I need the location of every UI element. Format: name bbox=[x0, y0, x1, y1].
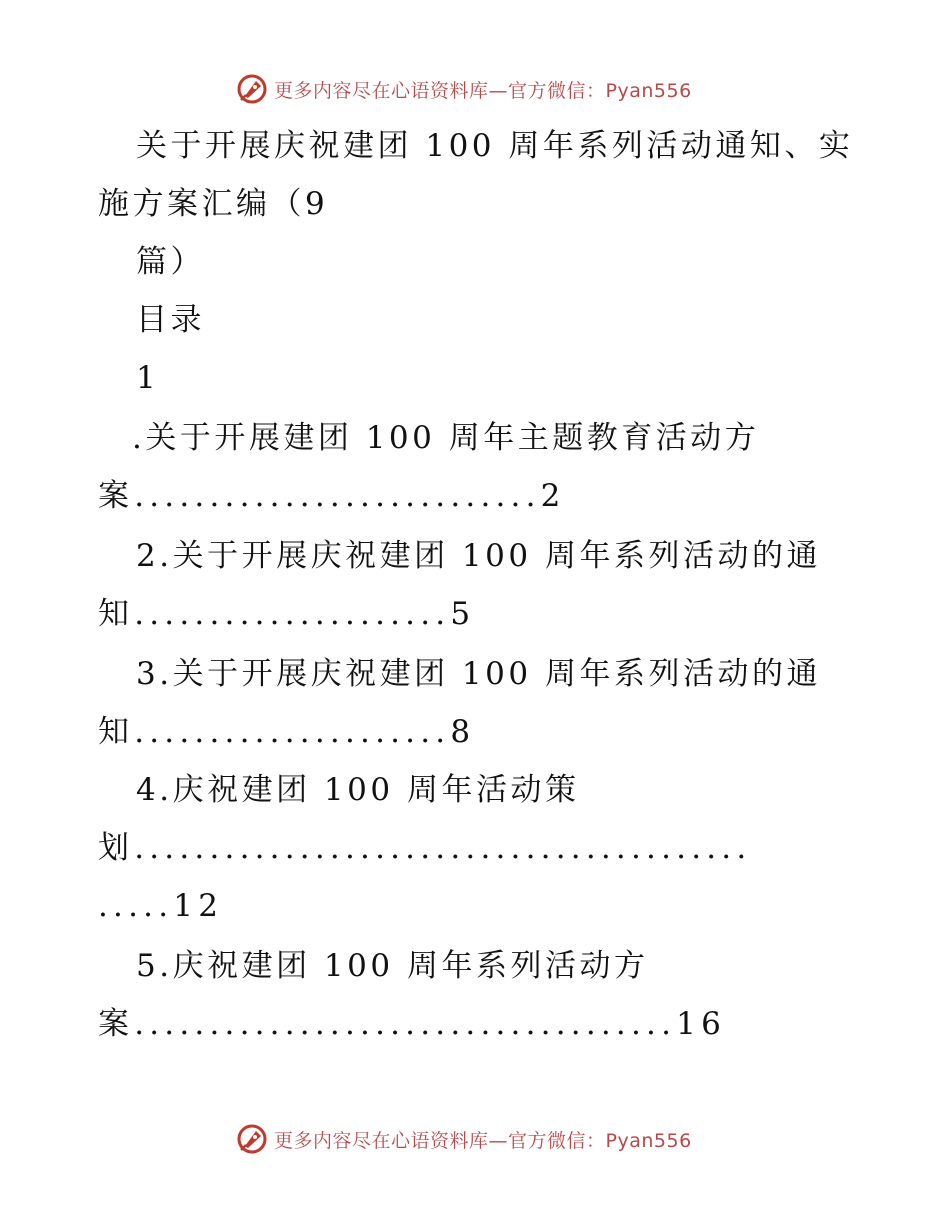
toc-item-1-number: 1 bbox=[136, 360, 160, 396]
header-banner-text: 更多内容尽在心语资料库—官方微信：Pyan556 bbox=[274, 79, 692, 102]
doc-title-line-1: 关于开展庆祝建团 100 周年系列活动通知、实 bbox=[136, 128, 854, 164]
footer-banner-text: 更多内容尽在心语资料库—官方微信：Pyan556 bbox=[274, 1129, 692, 1152]
toc-item-5-leader[interactable]: 案....................................16 bbox=[98, 1006, 726, 1042]
toc-item-3-leader[interactable]: 知.....................8 bbox=[98, 714, 476, 750]
toc-item-4-title[interactable]: 4.庆祝建团 100 周年活动策 bbox=[136, 772, 580, 808]
toc-item-3-title[interactable]: 3.关于开展庆祝建团 100 周年系列活动的通 bbox=[136, 656, 821, 692]
footer-banner bbox=[236, 1122, 692, 1156]
pen-nib-logo-icon bbox=[236, 1123, 268, 1155]
doc-title-line-2: 施方案汇编（9 bbox=[98, 186, 329, 222]
toc-item-1-title[interactable]: .关于开展建团 100 周年主题教育活动方 bbox=[132, 420, 760, 456]
header-banner bbox=[236, 72, 692, 106]
toc-item-2-title[interactable]: 2.关于开展庆祝建团 100 周年系列活动的通 bbox=[136, 538, 821, 574]
toc-item-1-leader[interactable]: 案...........................2 bbox=[98, 478, 566, 514]
toc-item-2-leader[interactable]: 知.....................5 bbox=[98, 596, 476, 632]
pen-nib-logo-icon bbox=[236, 73, 268, 105]
doc-title-line-3: 篇） bbox=[136, 244, 205, 280]
toc-item-4-leader-a[interactable]: 划......................................... bbox=[98, 830, 752, 866]
toc-heading: 目录 bbox=[136, 302, 205, 338]
toc-item-5-title[interactable]: 5.庆祝建团 100 周年系列活动方 bbox=[136, 948, 649, 984]
toc-item-4-leader-b[interactable]: .....12 bbox=[98, 888, 224, 924]
